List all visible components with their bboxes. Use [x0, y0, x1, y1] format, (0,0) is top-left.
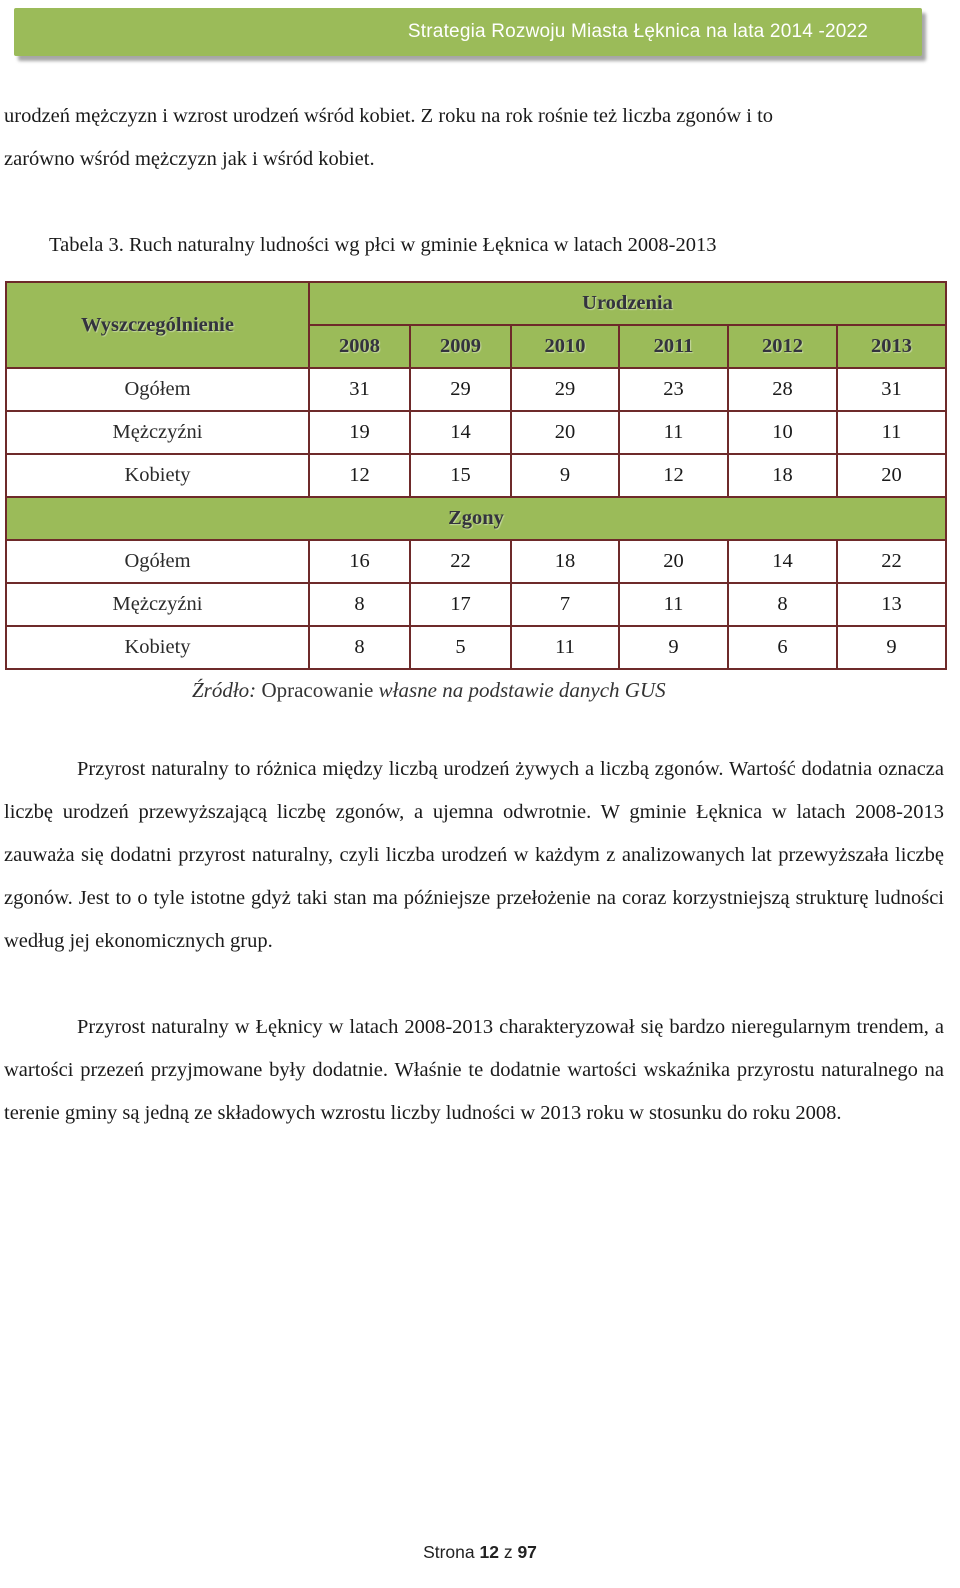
table-cell: 18: [728, 454, 837, 497]
table-caption: Tabela 3. Ruch naturalny ludności wg płci w gminie Łęknica w latach 2008-2013: [49, 234, 717, 256]
table-cell: 20: [619, 540, 728, 583]
table-cell: 11: [837, 411, 946, 454]
table-cell: 22: [837, 540, 946, 583]
page-footer: [0, 1542, 960, 1563]
year-header: 2012: [728, 325, 837, 368]
table-cell: 5: [410, 626, 511, 669]
table-cell: 7: [511, 583, 619, 626]
table-cell: 10: [728, 411, 837, 454]
footer-total-pages: 97: [517, 1542, 537, 1562]
table-row: [6, 411, 946, 454]
year-header: 2009: [410, 325, 511, 368]
table-cell: 9: [619, 626, 728, 669]
table-cell: 14: [410, 411, 511, 454]
table-cell: 9: [511, 454, 619, 497]
table-cell: 12: [619, 454, 728, 497]
table-cell: 19: [309, 411, 410, 454]
table-cell: 28: [728, 368, 837, 411]
paragraph-trend: Przyrost naturalny w Łęknicy w latach 2008-2013 charakteryzował się bardzo nieregularnym trendem, a wartości przezeń przyjmowane były dodatnie. Właśnie te dodatnie wartości wskaźnika przyrostu naturalnego na terenie gminy są jedną ze składowych wzrostu liczby ludności w 2013 roku w stosunku do roku 2008.: [4, 1016, 944, 1124]
source-prefix: Źródło:: [192, 678, 262, 702]
source-middle: Opracowanie: [261, 678, 374, 702]
deaths-header: [6, 497, 946, 540]
header-title: Strategia Rozwoju Miasta Łęknica na lata 2014 -2022: [407, 21, 869, 42]
footer-prefix: Strona: [423, 1542, 480, 1562]
population-table: [5, 281, 947, 670]
table-row: [6, 583, 946, 626]
table-cell: 20: [837, 454, 946, 497]
row-label: Mężczyźni: [6, 411, 309, 454]
row-label: Ogółem: [6, 540, 309, 583]
intro-line-2: zarówno wśród mężczyzn jak i wśród kobiet.: [4, 148, 375, 170]
table-row: [6, 454, 946, 497]
table-cell: 11: [619, 583, 728, 626]
table-cell: 12: [309, 454, 410, 497]
row-label: Kobiety: [6, 454, 309, 497]
table-cell: 31: [837, 368, 946, 411]
table-cell: 29: [410, 368, 511, 411]
table-cell: 11: [511, 626, 619, 669]
table-cell: 29: [511, 368, 619, 411]
year-header: 2011: [619, 325, 728, 368]
intro-line-1: urodzeń mężczyzn i wzrost urodzeń wśród kobiet. Z roku na rok rośnie też liczba zgonów i to: [4, 105, 774, 127]
table-cell: 20: [511, 411, 619, 454]
paragraph-natural-increase: Przyrost naturalny to różnica między liczbą urodzeń żywych a liczbą zgonów. Wartość dodatnia oznacza liczbę urodzeń przewyższającą liczbę zgonów, a ujemna odwrotnie. W gminie Łęknica w latach 2008-2013 zauważa się dodatni przyrost naturalny, czyli liczba urodzeń w każdym z analizowanych lat przewyższała liczbę zgonów. Jest to o tyle istotne gdyż taki stan ma późniejsze przełożenie na coraz korzystniejszą strukturę ludności według jej ekonomicznych grup.: [4, 758, 944, 952]
table-cell: 14: [728, 540, 837, 583]
table-row: [6, 368, 946, 411]
row-header-cell: Wyszczególnienie: [6, 282, 309, 368]
table-cell: 18: [511, 540, 619, 583]
table-cell: 31: [309, 368, 410, 411]
deaths-header-label: Zgony: [448, 507, 504, 529]
table-source: [192, 672, 666, 708]
table-cell: 8: [309, 626, 410, 669]
table-cell: 6: [728, 626, 837, 669]
header-banner: [14, 8, 922, 56]
table-row: [6, 626, 946, 669]
table-cell: 17: [410, 583, 511, 626]
table-cell: 23: [619, 368, 728, 411]
year-header: 2010: [511, 325, 619, 368]
table-cell: 8: [309, 583, 410, 626]
footer-middle: z: [498, 1542, 518, 1562]
table-cell: 16: [309, 540, 410, 583]
table-header-row: [6, 282, 946, 325]
table-cell: 13: [837, 583, 946, 626]
table-cell: 11: [619, 411, 728, 454]
row-label: Kobiety: [6, 626, 309, 669]
table-cell: 8: [728, 583, 837, 626]
table-cell: 22: [410, 540, 511, 583]
year-header: 2008: [309, 325, 410, 368]
births-header: Urodzenia: [309, 282, 946, 325]
table-row: [6, 540, 946, 583]
year-header: 2013: [837, 325, 946, 368]
row-label: Mężczyźni: [6, 583, 309, 626]
source-suffix: własne na podstawie danych GUS: [373, 678, 666, 702]
deaths-header-row: [6, 497, 946, 540]
table-cell: 15: [410, 454, 511, 497]
row-label: Ogółem: [6, 368, 309, 411]
footer-page-number: 12: [479, 1542, 499, 1562]
table-cell: 9: [837, 626, 946, 669]
